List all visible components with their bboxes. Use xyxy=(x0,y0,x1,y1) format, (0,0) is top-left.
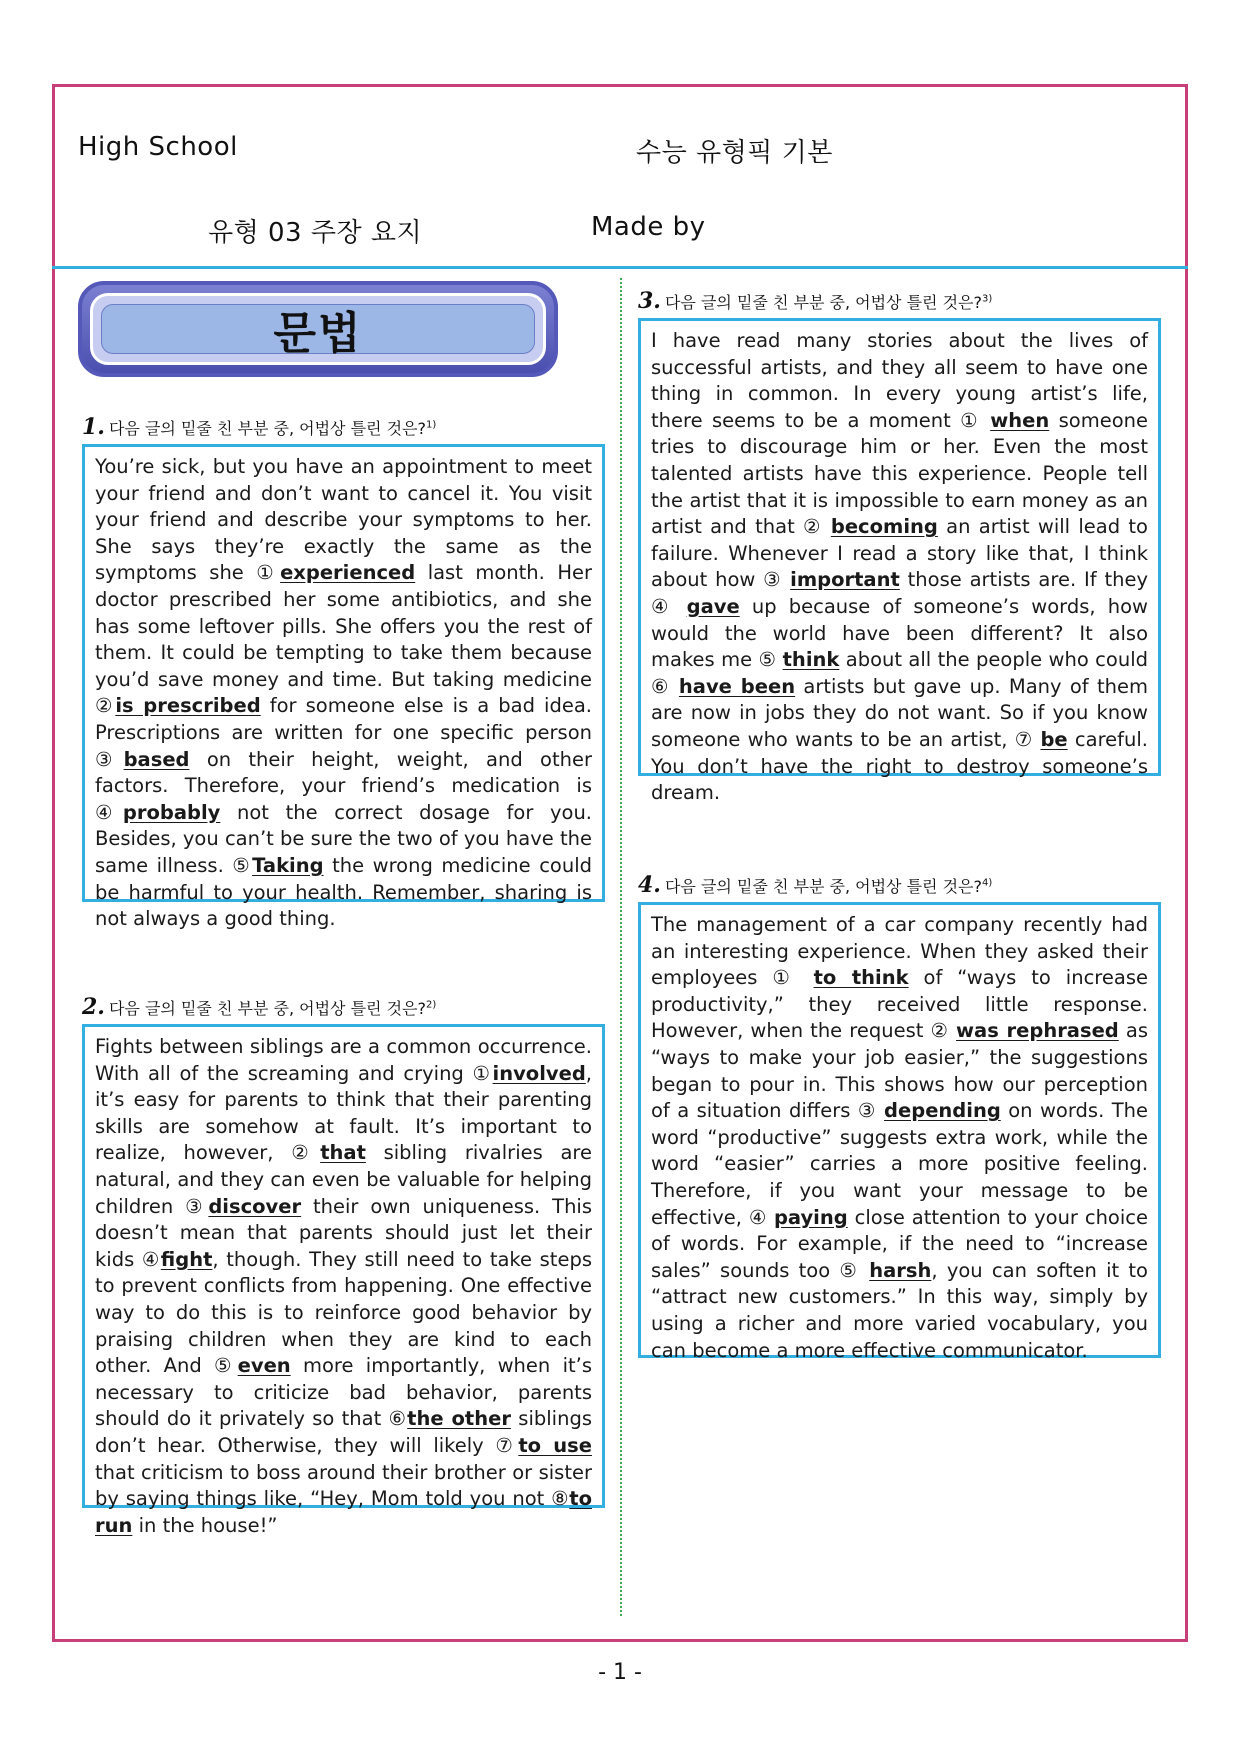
passage-text: Fights between siblings are a common occurrence. With all of the screaming and crying ① xyxy=(95,1035,592,1085)
question-prompt: 다음 글의 밑줄 친 부분 중, 어법상 틀린 것은? xyxy=(108,419,426,438)
passage-text: not the correct dosage for you. Besides, you can’t be sure the two of you have the same illness. ⑤ xyxy=(95,800,592,877)
underlined-option: experienced xyxy=(280,561,416,585)
passage-text: You’re sick, but you have an appointment to meet your friend and don’t want to cancel it. You visit your friend and describe your symptoms to her. She says they’re exactly the same as the symptoms she ① xyxy=(95,455,592,585)
underlined-option: even xyxy=(237,1354,291,1378)
question-number: 4. xyxy=(638,872,661,898)
passage-text: someone tries to discourage him or her. Even the most talented artists have this experience. People tell the artist that it is impossible to earn money as an artist and that ② xyxy=(651,408,1148,539)
footnote-ref: 3) xyxy=(982,293,993,305)
footnote-ref: 4) xyxy=(982,877,993,889)
passage-text: about all the people who could ⑥ xyxy=(651,648,1148,698)
question-prompt: 다음 글의 밑줄 친 부분 중, 어법상 틀린 것은? xyxy=(664,877,982,896)
passage-text: of “ways to increase productivity,” they received little response. However, when the request ② xyxy=(651,966,1148,1043)
underlined-option: have been xyxy=(678,674,796,698)
passage-text: for someone else is a bad idea. Prescriptions are written for one specific person ③ xyxy=(95,694,592,771)
passage-text: their own uniqueness. This doesn’t mean that parents should just let their kids ④ xyxy=(95,1194,593,1271)
question-prompt: 다음 글의 밑줄 친 부분 중, 어법상 틀린 것은? xyxy=(664,293,982,312)
question-number: 2. xyxy=(82,994,105,1020)
page-number: - 1 - xyxy=(598,1660,642,1685)
unit-title: 유형 03 주장 요지 xyxy=(208,218,423,248)
underlined-option: the other xyxy=(407,1407,511,1431)
underlined-option: important xyxy=(790,568,900,592)
footnote-ref: 1) xyxy=(426,419,437,431)
question-3-header xyxy=(638,288,992,314)
passage-text: last month. Her doctor prescribed her some antibiotics, and she has some leftover pills. She offers you the rest of them. It could be tempting to take them because you’d save money and time. But taking medicine ② xyxy=(95,561,592,718)
underlined-option: when xyxy=(990,408,1050,432)
question-1-header xyxy=(82,414,436,440)
question-2-header xyxy=(82,994,436,1020)
underlined-option: fight xyxy=(160,1247,213,1271)
passage-text: artists but gave up. Many of them are now in jobs they do not want. So if you know someone who wants to be an artist, ⑦ xyxy=(651,674,1148,751)
passage-text: as “ways to make your job easier,” the suggestions began to pour in. This shows how our perception of a situation differs ③ xyxy=(651,1019,1148,1123)
underlined-option: depending xyxy=(884,1099,1001,1123)
underlined-option: Taking xyxy=(252,853,324,877)
made-by-label: Made by xyxy=(591,212,706,242)
passage-text: in the house!” xyxy=(132,1513,278,1537)
passage-text: , it’s easy for parents to think that their parenting skills are somehow at fault. It’s important to realize, however, ② xyxy=(95,1061,592,1165)
underlined-option: to run xyxy=(95,1487,592,1537)
question-prompt: 다음 글의 밑줄 친 부분 중, 어법상 틀린 것은? xyxy=(108,999,426,1018)
underlined-option: becoming xyxy=(830,515,938,539)
underlined-option: involved xyxy=(492,1061,586,1085)
school-label: High School xyxy=(78,132,238,162)
passage-text: siblings don’t hear. Otherwise, they will likely ⑦ xyxy=(95,1407,592,1457)
passage-text: the wrong medicine could be harmful to your health. Remember, sharing is not always a good thing. xyxy=(95,853,593,931)
passage-text: , you can soften it to “attract new customers.” In this way, simply by using a richer and more varied vocabulary, you can become a more effective communicator. xyxy=(651,1258,1148,1362)
underlined-option: harsh xyxy=(869,1258,932,1282)
section-badge-label: 문법 xyxy=(101,304,535,354)
passage-text: an artist will lead to failure. Whenever I read a story like that, I think about how ③ xyxy=(651,515,1148,592)
passage-text: more importantly, when it’s necessary to criticize bad behavior, parents should do it privately so that ⑥ xyxy=(95,1354,593,1431)
question-number: 1. xyxy=(82,414,105,440)
question-1-passage xyxy=(82,444,605,931)
underlined-option: be xyxy=(1040,727,1068,751)
underlined-option: that xyxy=(320,1141,366,1165)
passage-text: up because of someone’s words, how would the world have been different? It also makes me ⑤ xyxy=(651,594,1148,672)
passage-text: on words. The word “productive” suggests extra work, while the word “easier” carries a more positive feeling. Therefore, if you want your message to be effective, ④ xyxy=(651,1099,1148,1229)
passage-text: that criticism to boss around their brother or sister by saying things like, “Hey, Mom told you not ⑧ xyxy=(95,1460,592,1511)
passage-text: those artists are. If they ④ xyxy=(651,568,1148,618)
footnote-ref: 2) xyxy=(426,999,437,1011)
question-3-passage xyxy=(638,318,1161,805)
passage-text: careful. You don’t have the right to destroy someone’s dream. xyxy=(651,727,1148,805)
question-number: 3. xyxy=(638,288,661,314)
question-4-passage xyxy=(638,902,1161,1362)
underlined-option: gave xyxy=(686,594,740,618)
passage-text: , though. They still need to take steps to prevent conflicts from happening. One effective way to do this is to reinforce good behavior by praising children when they are kind to each other. And ⑤ xyxy=(95,1247,592,1378)
passage-text: on their height, weight, and other factors. Therefore, your friend’s medication is ④ xyxy=(95,747,592,824)
underlined-option: to think xyxy=(813,966,909,990)
question-4-header xyxy=(638,872,992,898)
underlined-option: is prescribed xyxy=(115,694,261,718)
underlined-option: was rephrased xyxy=(956,1019,1119,1043)
section-badge xyxy=(78,281,558,377)
underlined-option: probably xyxy=(122,800,221,824)
passage-text: close attention to your choice of words. For example, if the need to “increase sales” sounds too ⑤ xyxy=(651,1205,1148,1282)
column-divider xyxy=(620,278,622,1616)
series-title: 수능 유형픽 기본 xyxy=(636,138,833,168)
underlined-option: paying xyxy=(773,1205,848,1229)
passage-text: I have read many stories about the lives of successful artists, and they all seem to have one thing in common. In every young artist’s life, there seems to be a moment ① xyxy=(651,329,1148,432)
passage-text: The management of a car company recently had an interesting experience. When they asked their employees ① xyxy=(651,913,1148,990)
question-2-passage xyxy=(82,1024,605,1537)
underlined-option: discover xyxy=(208,1194,302,1218)
underlined-option: based xyxy=(123,747,190,771)
underlined-option: think xyxy=(782,648,840,672)
passage-text: sibling rivalries are natural, and they can even be valuable for helping children ③ xyxy=(95,1141,593,1218)
header-rule xyxy=(52,266,1188,269)
underlined-option: to use xyxy=(518,1433,592,1457)
